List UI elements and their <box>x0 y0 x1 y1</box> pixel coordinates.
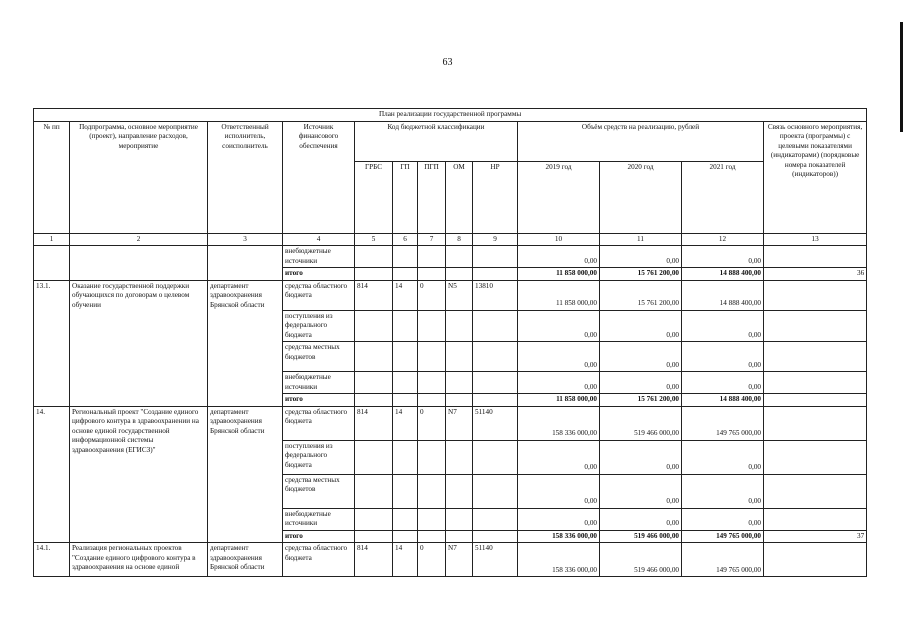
gp-cell <box>393 310 418 342</box>
pgp-cell: 0 <box>418 280 446 310</box>
gp-cell <box>393 268 418 281</box>
indicator-link-cell: 36 <box>764 268 867 281</box>
om-cell: N7 <box>446 406 473 440</box>
amount-2019-cell: 158 336 000,00 <box>518 530 600 543</box>
grbs-cell <box>355 508 393 530</box>
source-cell: итого <box>283 394 355 407</box>
col-number: 12 <box>682 233 764 246</box>
source-cell: итого <box>283 268 355 281</box>
amount-2021-cell: 0,00 <box>682 508 764 530</box>
row-number-cell: 14. <box>34 406 70 543</box>
amount-2021-cell: 0,00 <box>682 310 764 342</box>
gp-cell: 14 <box>393 543 418 577</box>
col-number: 10 <box>518 233 600 246</box>
nr-cell: 51140 <box>473 406 518 440</box>
amount-2020-cell: 519 466 000,00 <box>600 406 682 440</box>
grbs-cell <box>355 440 393 474</box>
pgp-cell <box>418 268 446 281</box>
nr-cell: 13810 <box>473 280 518 310</box>
header-gp: ГП <box>393 161 418 233</box>
pgp-cell <box>418 342 446 372</box>
header-name: Подпрограмма, основное мероприятие (проект), направление расходов, мероприятие <box>70 121 208 233</box>
col-number: 13 <box>764 233 867 246</box>
amount-2020-cell: 0,00 <box>600 372 682 394</box>
indicator-link-cell <box>764 246 867 268</box>
amount-2019-cell: 158 336 000,00 <box>518 406 600 440</box>
header-link: Связь основного мероприятия, проекта (программы) с целевыми показателями (индикаторами) (порядковые номера показателей (индикаторов)) <box>764 121 867 233</box>
title-row <box>34 109 867 122</box>
source-cell: внебюджетные источники <box>283 246 355 268</box>
col-number: 4 <box>283 233 355 246</box>
row-number-cell: 13.1. <box>34 280 70 406</box>
measure-name-cell: Реализация региональных проектов "Создание единого цифрового контура в здравоохранения на основе единой <box>70 543 208 577</box>
source-cell: поступления из федерального бюджета <box>283 440 355 474</box>
amount-2019-cell: 11 858 000,00 <box>518 394 600 407</box>
amount-2019-cell: 0,00 <box>518 372 600 394</box>
col-number: 2 <box>70 233 208 246</box>
nr-cell: 51140 <box>473 543 518 577</box>
indicator-link-cell <box>764 394 867 407</box>
amount-2021-cell: 149 765 000,00 <box>682 406 764 440</box>
om-cell <box>446 394 473 407</box>
pgp-cell <box>418 440 446 474</box>
amount-2020-cell: 0,00 <box>600 246 682 268</box>
nr-cell <box>473 530 518 543</box>
measure-name-cell: Региональный проект "Создание единого цифрового контура в здравоохранении на основе единой государственной информационной системы здравоохранения (ЕГИСЗ)" <box>70 406 208 543</box>
indicator-link-cell <box>764 543 867 577</box>
indicator-link-cell <box>764 440 867 474</box>
pgp-cell <box>418 372 446 394</box>
responsible-cell: департамент здравоохранения Брянской области <box>208 280 283 406</box>
program-plan-table <box>33 108 867 577</box>
amount-2019-cell: 0,00 <box>518 342 600 372</box>
col-number: 1 <box>34 233 70 246</box>
nr-cell <box>473 372 518 394</box>
source-cell: внебюджетные источники <box>283 372 355 394</box>
gp-cell <box>393 246 418 268</box>
measure-name-cell <box>70 246 208 281</box>
page-number: 63 <box>442 57 453 68</box>
grbs-cell <box>355 268 393 281</box>
responsible-cell: департамент здравоохранения Брянской области <box>208 543 283 577</box>
pgp-cell <box>418 530 446 543</box>
amount-2019-cell: 0,00 <box>518 246 600 268</box>
grbs-cell <box>355 474 393 508</box>
gp-cell <box>393 440 418 474</box>
nr-cell <box>473 474 518 508</box>
col-number: 9 <box>473 233 518 246</box>
source-cell: поступления из федерального бюджета <box>283 310 355 342</box>
table-row <box>34 280 867 310</box>
om-cell <box>446 310 473 342</box>
amount-2021-cell: 0,00 <box>682 474 764 508</box>
om-cell <box>446 530 473 543</box>
amount-2021-cell: 0,00 <box>682 246 764 268</box>
header-kbk: Код бюджетной классификации <box>355 121 518 161</box>
header-2021: 2021 год <box>682 161 764 233</box>
gp-cell <box>393 372 418 394</box>
header-2020: 2020 год <box>600 161 682 233</box>
table-row <box>34 246 867 268</box>
header-source: Источник финансового обеспечения <box>283 121 355 233</box>
pgp-cell <box>418 246 446 268</box>
om-cell <box>446 440 473 474</box>
pgp-cell: 0 <box>418 543 446 577</box>
row-number-cell: 14.1. <box>34 543 70 577</box>
amount-2019-cell: 0,00 <box>518 440 600 474</box>
responsible-cell <box>208 246 283 281</box>
amount-2020-cell: 0,00 <box>600 508 682 530</box>
header-responsible: Ответственный исполнитель, соисполнитель <box>208 121 283 233</box>
gp-cell <box>393 394 418 407</box>
table-title: План реализации государственной программы <box>34 109 867 122</box>
grbs-cell <box>355 310 393 342</box>
header-pgp: ПГП <box>418 161 446 233</box>
gp-cell: 14 <box>393 280 418 310</box>
source-cell: внебюджетные источники <box>283 508 355 530</box>
indicator-link-cell <box>764 406 867 440</box>
source-cell: средства областного бюджета <box>283 280 355 310</box>
nr-cell <box>473 342 518 372</box>
header-row <box>34 121 867 161</box>
header-grbs: ГРБС <box>355 161 393 233</box>
grbs-cell: 814 <box>355 543 393 577</box>
indicator-link-cell <box>764 280 867 310</box>
grbs-cell <box>355 372 393 394</box>
measure-name-cell: Оказание государственной поддержки обучающихся по договорам о целевом обучении <box>70 280 208 406</box>
gp-cell <box>393 530 418 543</box>
column-numbers-row <box>34 233 867 246</box>
pgp-cell <box>418 474 446 508</box>
source-cell: средства местных бюджетов <box>283 474 355 508</box>
col-number: 6 <box>393 233 418 246</box>
om-cell <box>446 342 473 372</box>
amount-2021-cell: 149 765 000,00 <box>682 530 764 543</box>
amount-2019-cell: 11 858 000,00 <box>518 268 600 281</box>
nr-cell <box>473 268 518 281</box>
nr-cell <box>473 310 518 342</box>
amount-2020-cell: 15 761 200,00 <box>600 394 682 407</box>
indicator-link-cell: 37 <box>764 530 867 543</box>
grbs-cell <box>355 342 393 372</box>
grbs-cell: 814 <box>355 406 393 440</box>
col-number: 3 <box>208 233 283 246</box>
grbs-cell <box>355 530 393 543</box>
om-cell: N5 <box>446 280 473 310</box>
source-cell: средства областного бюджета <box>283 543 355 577</box>
pgp-cell <box>418 508 446 530</box>
amount-2021-cell: 0,00 <box>682 440 764 474</box>
table-row <box>34 406 867 440</box>
indicator-link-cell <box>764 310 867 342</box>
indicator-link-cell <box>764 342 867 372</box>
source-cell: средства местных бюджетов <box>283 342 355 372</box>
indicator-link-cell <box>764 372 867 394</box>
gp-cell <box>393 508 418 530</box>
header-num: № пп <box>34 121 70 233</box>
amount-2020-cell: 0,00 <box>600 440 682 474</box>
col-number: 5 <box>355 233 393 246</box>
grbs-cell <box>355 394 393 407</box>
nr-cell <box>473 246 518 268</box>
header-nr: НР <box>473 161 518 233</box>
amount-2019-cell: 0,00 <box>518 310 600 342</box>
om-cell <box>446 508 473 530</box>
amount-2020-cell: 15 761 200,00 <box>600 280 682 310</box>
nr-cell <box>473 508 518 530</box>
header-om: ОМ <box>446 161 473 233</box>
col-number: 7 <box>418 233 446 246</box>
gp-cell: 14 <box>393 406 418 440</box>
om-cell <box>446 372 473 394</box>
amount-2020-cell: 519 466 000,00 <box>600 543 682 577</box>
amount-2019-cell: 11 858 000,00 <box>518 280 600 310</box>
grbs-cell <box>355 246 393 268</box>
amount-2019-cell: 0,00 <box>518 474 600 508</box>
pgp-cell <box>418 310 446 342</box>
col-number: 11 <box>600 233 682 246</box>
amount-2020-cell: 519 466 000,00 <box>600 530 682 543</box>
amount-2020-cell: 15 761 200,00 <box>600 268 682 281</box>
source-cell: средства областного бюджета <box>283 406 355 440</box>
col-number: 8 <box>446 233 473 246</box>
amount-2020-cell: 0,00 <box>600 342 682 372</box>
header-2019: 2019 год <box>518 161 600 233</box>
amount-2021-cell: 0,00 <box>682 342 764 372</box>
indicator-link-cell <box>764 508 867 530</box>
amount-2019-cell: 158 336 000,00 <box>518 543 600 577</box>
om-cell <box>446 474 473 508</box>
scan-edge-mark <box>900 22 903 132</box>
gp-cell <box>393 474 418 508</box>
source-cell: итого <box>283 530 355 543</box>
om-cell <box>446 246 473 268</box>
amount-2019-cell: 0,00 <box>518 508 600 530</box>
amount-2021-cell: 14 888 400,00 <box>682 280 764 310</box>
amount-2020-cell: 0,00 <box>600 474 682 508</box>
nr-cell <box>473 440 518 474</box>
nr-cell <box>473 394 518 407</box>
grbs-cell: 814 <box>355 280 393 310</box>
amount-2021-cell: 14 888 400,00 <box>682 268 764 281</box>
amount-2021-cell: 14 888 400,00 <box>682 394 764 407</box>
header-volume: Объём средств на реализацию, рублей <box>518 121 764 161</box>
responsible-cell: департамент здравоохранения Брянской области <box>208 406 283 543</box>
table-row <box>34 543 867 577</box>
om-cell <box>446 268 473 281</box>
row-number-cell <box>34 246 70 281</box>
amount-2021-cell: 0,00 <box>682 372 764 394</box>
om-cell: N7 <box>446 543 473 577</box>
amount-2021-cell: 149 765 000,00 <box>682 543 764 577</box>
pgp-cell: 0 <box>418 406 446 440</box>
gp-cell <box>393 342 418 372</box>
indicator-link-cell <box>764 474 867 508</box>
amount-2020-cell: 0,00 <box>600 310 682 342</box>
pgp-cell <box>418 394 446 407</box>
